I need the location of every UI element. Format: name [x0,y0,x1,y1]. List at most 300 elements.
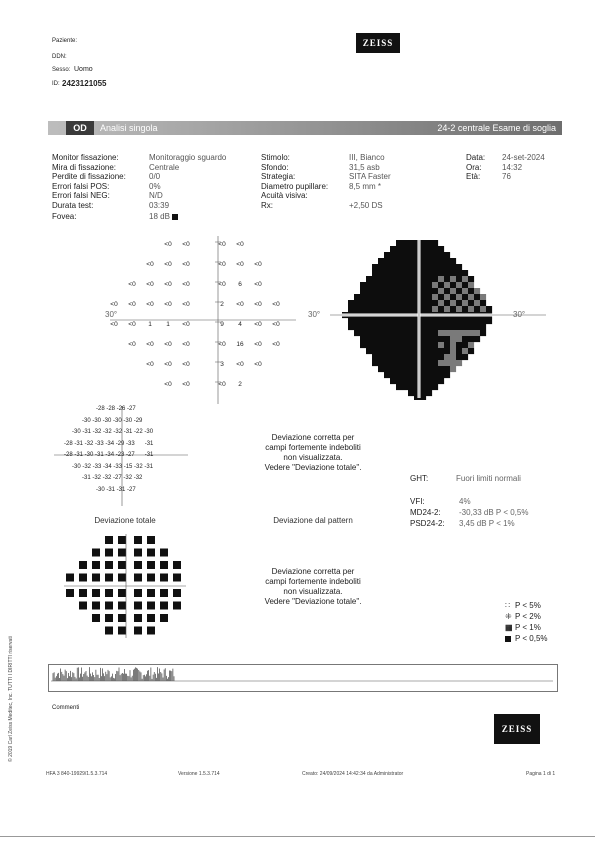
grayscale-cell [396,324,402,330]
footer-page: Pagina 1 di 1 [526,771,556,777]
info-value: III, Bianco [349,153,385,162]
info-row [52,166,226,181]
grayscale-cell [444,354,450,360]
grayscale-cell [426,360,432,366]
grayscale-cell [462,336,468,342]
probability-symbol [160,561,168,569]
info-label: Sfondo: [261,162,289,172]
grayscale-cell [366,318,372,324]
probability-symbol [92,549,100,557]
grayscale-cell [438,264,444,270]
grayscale-cell [390,288,396,294]
grayscale-cell [384,360,390,366]
threshold-value: <0 [182,321,190,328]
grayscale-cell [474,294,480,300]
threshold-value: <0 [164,261,172,268]
info-value: +2,50 DS [349,200,383,210]
threshold-value: <0 [164,381,172,388]
probability-symbol [92,589,100,597]
legend-item: ⁜ P < 2% [505,612,541,621]
grayscale-cell [462,282,468,288]
grayscale-cell [390,318,396,324]
info-row [261,195,391,210]
gaze-tracking-strip [48,664,558,692]
info-row [466,166,545,181]
grayscale-cell [384,324,390,330]
grayscale-cell [384,294,390,300]
grayscale-cell [402,240,408,246]
probability-symbol [105,589,113,597]
grayscale-cell [420,246,426,252]
grayscale-cell [462,276,468,282]
grayscale-cell [384,258,390,264]
grayscale-cell [396,366,402,372]
grayscale-cell [420,336,426,342]
fovea-label: Fovea: [52,212,77,221]
grayscale-cell [390,306,396,312]
grayscale-cell [450,348,456,354]
dob-label: DDN: [52,54,67,60]
probability-symbol [118,536,126,544]
grayscale-cell [402,360,408,366]
grayscale-cell [396,252,402,258]
grayscale-cell [432,366,438,372]
grayscale-cell [420,252,426,258]
threshold-value: <0 [182,281,190,288]
grayscale-cell [480,294,486,300]
note-line: Vedere "Deviazione totale". [264,597,362,606]
grayscale-cell [444,258,450,264]
grayscale-cell [462,342,468,348]
probability-symbol [147,536,155,544]
grayscale-cell [390,294,396,300]
grayscale-cell [426,300,432,306]
grayscale-cell [462,348,468,354]
grayscale-cell [450,294,456,300]
grayscale-cell [360,324,366,330]
grayscale-cell [408,270,414,276]
grayscale-cell [426,270,432,276]
grayscale-cell [444,264,450,270]
probability-note [238,567,388,607]
grayscale-cell [456,288,462,294]
grayscale-cell [456,294,462,300]
info-value: 31,5 asb [349,162,380,172]
grayscale-cell [384,306,390,312]
grayscale-cell [378,306,384,312]
probability-symbol [173,589,181,597]
grayscale-cell [372,264,378,270]
info-value: Monitoraggio sguardo [149,153,227,162]
patient-name-label: Paziente: [52,38,78,44]
grayscale-cell [456,336,462,342]
grayscale-cell [384,330,390,336]
grayscale-cell [426,264,432,270]
grayscale-cell [354,294,360,300]
id-value: 2423121055 [62,79,107,88]
grayscale-cell [450,258,456,264]
threshold-value: 16 [236,341,244,348]
threshold-value: <0 [128,321,136,328]
threshold-value: 1 [148,321,152,328]
info-right [466,147,545,181]
grayscale-cell [438,300,444,306]
grayscale-cell [426,318,432,324]
axis-label-mid: 30° [308,310,321,319]
probability-symbol [105,536,113,544]
grayscale-cell [378,330,384,336]
grayscale-cell [456,360,462,366]
grayscale-cell [408,252,414,258]
threshold-value: <0 [236,261,244,268]
grayscale-cell [426,246,432,252]
grayscale-cell [348,318,354,324]
grayscale-cell [432,252,438,258]
threshold-value: <0 [164,301,172,308]
grayscale-cell [444,360,450,366]
probability-symbol [79,574,87,582]
grayscale-cell [468,306,474,312]
grayscale-cell [378,258,384,264]
grayscale-cell [456,330,462,336]
grayscale-cell [432,330,438,336]
grayscale-cell [384,366,390,372]
grayscale-cell [420,378,426,384]
grayscale-cell [402,282,408,288]
grayscale-cell [444,252,450,258]
threshold-value: 6 [238,281,242,288]
grayscale-cell [480,330,486,336]
threshold-value: <0 [182,261,190,268]
grayscale-cell [462,330,468,336]
grayscale-cell [444,318,450,324]
grayscale-cell [390,348,396,354]
probability-symbol [66,574,74,582]
grayscale-cell [402,288,408,294]
probability-legend [505,601,548,645]
grayscale-cell [468,330,474,336]
grayscale-cell [390,246,396,252]
md-value: -30,33 dB P < 0,5% [459,508,529,517]
grayscale-cell [396,270,402,276]
grayscale-cell [396,342,402,348]
grayscale-cell [426,288,432,294]
grayscale-cell [468,336,474,342]
legend-item: P < 0,5% [505,634,548,645]
grayscale-cell [462,354,468,360]
grayscale-cell [408,342,414,348]
grayscale-cell [354,324,360,330]
grayscale-cell [438,294,444,300]
grayscale-cell [360,336,366,342]
probability-symbol [147,627,155,635]
grayscale-cell [444,366,450,372]
probability-symbol [134,627,142,635]
grayscale-cell [348,324,354,330]
grayscale-cell [402,378,408,384]
grayscale-cell [384,342,390,348]
threshold-value: <0 [218,341,226,348]
gaze-trace [49,665,557,691]
probability-symbol [134,561,142,569]
info-row [52,185,226,200]
grayscale-cell [438,258,444,264]
probability-symbol [173,561,181,569]
probability-symbol [147,602,155,610]
grayscale-cell [366,306,372,312]
zeiss-logo: ZEISS [356,33,400,53]
grayscale-cell [432,306,438,312]
grayscale-cell [426,354,432,360]
grayscale-cell [438,282,444,288]
threshold-value: 3 [220,361,224,368]
probability-symbol [134,614,142,622]
grayscale-cell [420,288,426,294]
grayscale-cell [462,306,468,312]
grayscale-cell [432,378,438,384]
threshold-value: <0 [236,361,244,368]
grayscale-cell [462,288,468,294]
grayscale-cell [366,330,372,336]
probability-symbol [134,589,142,597]
grayscale-cell [444,330,450,336]
probability-symbol [105,614,113,622]
grayscale-cell [390,378,396,384]
grayscale-cell [378,360,384,366]
vfi-value: 4% [459,497,471,506]
grayscale-cell [480,306,486,312]
grayscale-cell [366,342,372,348]
grayscale-cell [408,384,414,390]
grayscale-cell [384,282,390,288]
threshold-value: <0 [164,241,172,248]
threshold-value: <0 [110,321,118,328]
grayscale-cell [420,396,426,400]
grayscale-cell [408,240,414,246]
grayscale-cell [474,324,480,330]
grayscale-cell [378,366,384,372]
grayscale-cell [390,252,396,258]
grayscale-cell [456,318,462,324]
grayscale-cell [432,336,438,342]
grayscale-cell [420,324,426,330]
grayscale-cell [396,306,402,312]
grayscale-cell [402,270,408,276]
note-line: Vedere "Deviazione totale". [264,463,362,472]
info-mid [261,147,391,210]
grayscale-cell [354,318,360,324]
info-label: Età: [466,172,481,181]
threshold-value: <0 [254,281,262,288]
grayscale-cell [438,360,444,366]
grayscale-cell [432,264,438,270]
info-label: Mira di fissazione: [52,162,117,172]
probability-symbol [92,614,100,622]
probability-symbol [147,561,155,569]
grayscale-cell [396,354,402,360]
grayscale-cell [408,378,414,384]
grayscale-cell [402,264,408,270]
grayscale-cell [378,264,384,270]
info-row [52,176,226,191]
grayscale-cell [420,390,426,396]
threshold-value: <0 [272,321,280,328]
grayscale-cell [426,282,432,288]
grayscale-cell [378,336,384,342]
grayscale-cell [462,324,468,330]
axis-label-right: 30° [513,310,526,319]
zeiss-logo-bottom: ZEISS [494,714,540,744]
grayscale-cell [420,264,426,270]
grayscale-cell [408,288,414,294]
grayscale-cell [438,348,444,354]
probability-symbol [118,574,126,582]
threshold-value: <0 [164,341,172,348]
grayscale-cell [372,270,378,276]
grayscale-cell [462,270,468,276]
grayscale-cell [378,342,384,348]
sex-label: Sesso: [52,67,71,73]
grayscale-cell [396,384,402,390]
threshold-value: <0 [146,361,154,368]
grayscale-cell [384,300,390,306]
legend-item: ∷ P < 5% [505,601,541,610]
probability-symbol [105,627,113,635]
grayscale-cell [384,288,390,294]
threshold-value: 1 [166,321,170,328]
note-line: non visualizzata. [283,453,343,462]
grayscale-cell [384,348,390,354]
info-label: Ora: [466,162,482,172]
info-label: Strategia: [261,172,296,181]
grayscale-cell [438,372,444,378]
threshold-value: 2 [238,381,242,388]
grayscale-cell [396,378,402,384]
grayscale-cell [396,282,402,288]
info-label: Rx: [261,200,273,210]
threshold-plot [100,228,310,408]
grayscale-cell [444,324,450,330]
footer-version: Versione 1.5.3.714 [178,771,220,777]
probability-symbol [105,549,113,557]
grayscale-cell [396,294,402,300]
probability-symbol [105,574,113,582]
grayscale-cell [480,300,486,306]
psd-label: PSD24-2: [410,519,445,528]
grayscale-cell [420,342,426,348]
grayscale-cell [378,324,384,330]
grayscale-cell [426,384,432,390]
info-row [52,147,227,162]
total-deviation-caption: Deviazione totale [94,516,156,525]
grayscale-cell [426,378,432,384]
grayscale-cell [438,342,444,348]
info-row [261,147,391,162]
grayscale-cell [462,318,468,324]
probability-symbol [160,549,168,557]
grayscale-cell [420,360,426,366]
grayscale-cell [360,288,366,294]
grayscale-cell [468,276,474,282]
info-row [261,176,391,191]
info-value: 0% [149,181,161,191]
probability-symbol [92,602,100,610]
grayscale-cell [396,288,402,294]
probability-symbol [134,536,142,544]
pattern-deviation-caption: Deviazione dal pattern [273,516,353,525]
grayscale-cell [486,318,492,324]
grayscale-cell [396,246,402,252]
grayscale-cell [408,354,414,360]
grayscale-cell [420,318,426,324]
probability-symbol [160,602,168,610]
info-row [466,147,545,162]
grayscale-cell [450,330,456,336]
probability-symbol [66,589,74,597]
threshold-value: <0 [182,341,190,348]
grayscale-cell [450,282,456,288]
grayscale-cell [468,318,474,324]
threshold-value: <0 [182,301,190,308]
probability-symbol [105,561,113,569]
analysis-title: Analisi singola [100,123,158,133]
info-value: 8,5 mm * [349,181,382,191]
grayscale-cell [402,336,408,342]
grayscale-cell [372,348,378,354]
copyright-side-text: © 2019 Carl Zeiss Meditec, Inc. TUTTI I DIRITTI riservati [8,636,14,762]
grayscale-cell [396,318,402,324]
grayscale-cell [372,330,378,336]
grayscale-cell [360,306,366,312]
footer-device: HFA 3 840-19929/1.5.3.714 [46,771,108,777]
grayscale-cell [408,300,414,306]
grayscale-cell [438,246,444,252]
info-value: N/D [149,191,163,200]
grayscale-cell [420,372,426,378]
grayscale-cell [396,276,402,282]
grayscale-cell [402,372,408,378]
threshold-value: <0 [272,301,280,308]
grayscale-cell [408,330,414,336]
grayscale-cell [444,348,450,354]
grayscale-cell [354,306,360,312]
grayscale-cell [390,360,396,366]
grayscale-cell [390,264,396,270]
info-label: Perdite di fissazione: [52,172,126,181]
grayscale-cell [456,270,462,276]
grayscale-cell [426,258,432,264]
grayscale-cell [396,258,402,264]
grayscale-cell [450,300,456,306]
info-value: 24-set-2024 [502,153,545,162]
deviation-row: -30 -31 -31 -27 [96,486,136,493]
grayscale-cell [438,336,444,342]
note-line: Deviazione corretta per [271,433,355,442]
grayscale-cell [396,330,402,336]
grayscale-cell [378,288,384,294]
grayscale-cell [408,276,414,282]
grayscale-cell [390,282,396,288]
grayscale-cell [378,300,384,306]
grayscale-cell [408,372,414,378]
grayscale-cell [420,354,426,360]
grayscale-cell [390,258,396,264]
probability-symbol [79,602,87,610]
grayscale-cell [366,336,372,342]
grayscale-cell [408,360,414,366]
grayscale-cell [420,276,426,282]
grayscale-cell [456,354,462,360]
